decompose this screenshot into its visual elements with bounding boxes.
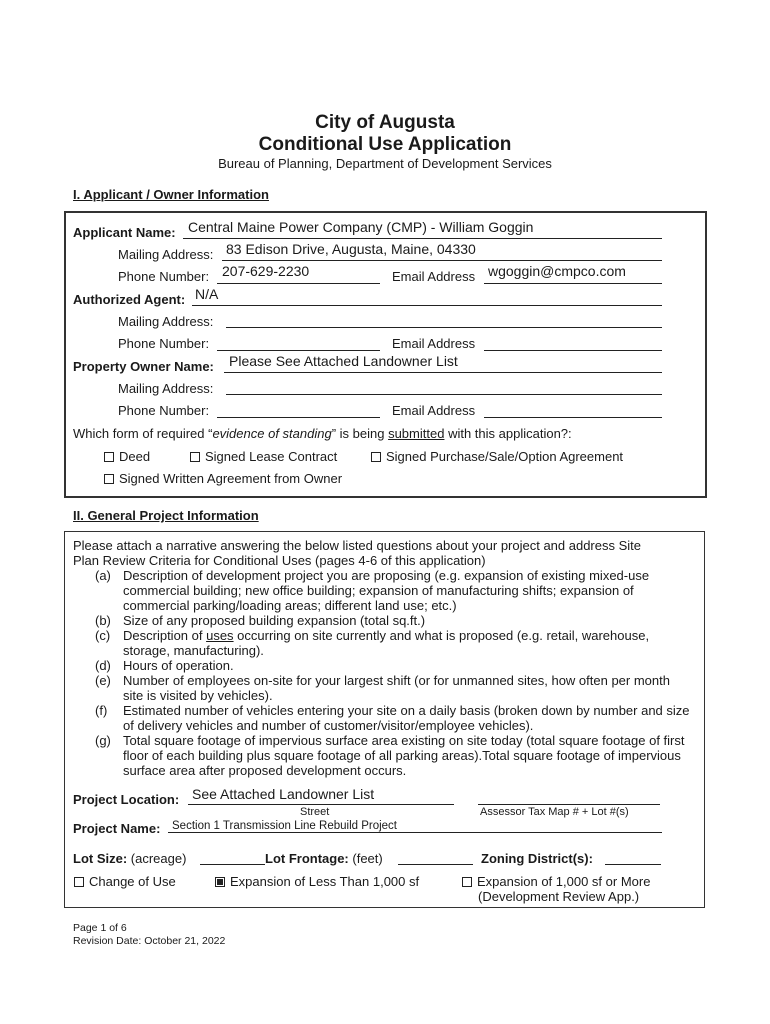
applicant-phone-line <box>217 283 380 284</box>
option-expansion-less[interactable]: Expansion of Less Than 1,000 sf <box>215 874 419 889</box>
lot-size-field[interactable] <box>200 864 265 865</box>
list-item-g: (g) Total square footage of impervious surface area existing on site today (total square footage of first floor of each building plus square footage of all parking areas).Total square footage of impervious surface area after proposed development occurs. <box>95 733 685 778</box>
list-item-a: (a) Description of development project you are proposing (e.g. expansion of existing mixed-use commercial building; new office building; expansion of manufacturing shifts; expansion of commercial parking/loading areas; different land use; etc.) <box>95 568 650 613</box>
owner-phone-field[interactable] <box>217 417 380 418</box>
deed-checkbox[interactable] <box>104 452 114 462</box>
applicant-mailing-line <box>222 260 662 261</box>
agent-phone-label: Phone Number: <box>118 336 210 351</box>
lot-size-label: Lot Size: (acreage) <box>73 851 187 866</box>
expansion-more-checkbox[interactable] <box>462 877 472 887</box>
project-name-line <box>168 832 662 833</box>
applicant-email-label: Email Address <box>392 269 476 284</box>
agent-email-field[interactable] <box>484 350 662 351</box>
lot-frontage-field[interactable] <box>398 864 473 865</box>
option-change-of-use[interactable]: Change of Use <box>74 874 176 889</box>
lease-checkbox[interactable] <box>190 452 200 462</box>
project-location-field[interactable]: See Attached Landowner List <box>192 786 375 802</box>
applicant-name-field[interactable]: Central Maine Power Company (CMP) - William Goggin <box>188 219 534 235</box>
option-expansion-more[interactable]: Expansion of 1,000 sf or More <box>462 874 650 889</box>
list-item-c: (c) Description of uses occurring on site currently and what is proposed (e.g. retail, warehouse, storage, manufacturing). <box>95 628 650 658</box>
zoning-district-label: Zoning District(s): <box>481 851 593 866</box>
owner-phone-label: Phone Number: <box>118 403 210 418</box>
intro-line-2: Plan Review Criteria for Conditional Uses (pages 4-6 of this application) <box>73 553 486 568</box>
agent-email-label: Email Address <box>392 336 476 351</box>
section1-heading: I. Applicant / Owner Information <box>73 187 269 202</box>
written-agreement-checkbox[interactable] <box>104 474 114 484</box>
project-location-line <box>188 804 454 805</box>
agent-field[interactable]: N/A <box>195 286 219 302</box>
page-subtitle-title: Conditional Use Application <box>258 134 512 155</box>
agent-mailing-label: Mailing Address: <box>118 314 214 329</box>
agent-mailing-field[interactable] <box>226 327 662 328</box>
owner-line <box>224 372 662 373</box>
owner-email-label: Email Address <box>392 403 476 418</box>
project-name-field[interactable]: Section 1 Transmission Line Rebuild Project <box>172 820 398 832</box>
project-location-label: Project Location: <box>73 792 180 807</box>
applicant-email-field[interactable]: wgoggin@cmpco.com <box>488 263 626 279</box>
owner-field[interactable]: Please See Attached Landowner List <box>229 353 458 369</box>
applicant-mailing-label: Mailing Address: <box>118 247 214 262</box>
applicant-name-line <box>183 238 662 239</box>
purchase-checkbox[interactable] <box>371 452 381 462</box>
owner-mailing-field[interactable] <box>226 394 662 395</box>
list-item-f: (f) Estimated number of vehicles entering your site on a daily basis (broken down by number and size of delivery vehicles and number of customer/visitor/employee vehicles). <box>95 703 690 733</box>
page-number: Page 1 of 6 <box>73 922 127 934</box>
assessor-caption: Assessor Tax Map # + Lot #(s) <box>480 806 629 818</box>
intro-line-1: Please attach a narrative answering the below listed questions about your project and address Site <box>73 538 642 553</box>
agent-label: Authorized Agent: <box>73 292 186 307</box>
revision-date: Revision Date: October 21, 2022 <box>73 935 226 947</box>
department-subtitle: Bureau of Planning, Department of Development Services <box>218 156 552 171</box>
section2-heading: II. General Project Information <box>73 508 259 523</box>
applicant-mailing-field[interactable]: 83 Edison Drive, Augusta, Maine, 04330 <box>226 241 476 257</box>
project-name-label: Project Name: <box>73 821 161 836</box>
agent-line <box>192 305 662 306</box>
expansion-less-checkbox[interactable] <box>215 877 225 887</box>
applicant-phone-field[interactable]: 207-629-2230 <box>222 263 310 279</box>
list-item-b: (b) Size of any proposed building expansion (total sq.ft.) <box>95 613 426 628</box>
applicant-email-line <box>484 283 662 284</box>
option-written-agreement[interactable]: Signed Written Agreement from Owner <box>104 471 342 486</box>
option-lease[interactable]: Signed Lease Contract <box>190 449 337 464</box>
list-item-e: (e) Number of employees on-site for your largest shift (or for unmanned sites, how often per month site is visited by vehicles). <box>95 673 670 703</box>
option-deed[interactable]: Deed <box>104 449 150 464</box>
change-of-use-checkbox[interactable] <box>74 877 84 887</box>
owner-label: Property Owner Name: <box>73 359 214 374</box>
expansion-more-note: (Development Review App.) <box>478 889 640 904</box>
owner-mailing-label: Mailing Address: <box>118 381 214 396</box>
street-caption: Street <box>300 806 330 818</box>
option-purchase[interactable]: Signed Purchase/Sale/Option Agreement <box>371 449 623 464</box>
agent-phone-field[interactable] <box>217 350 380 351</box>
applicant-phone-label: Phone Number: <box>118 269 210 284</box>
lot-frontage-label: Lot Frontage: (feet) <box>265 851 383 866</box>
zoning-district-field[interactable] <box>605 864 661 865</box>
list-item-d: (d) Hours of operation. <box>95 658 234 673</box>
evidence-of-standing-question: Which form of required “evidence of standing” is being submitted with this application?: <box>73 426 572 441</box>
owner-email-field[interactable] <box>484 417 662 418</box>
page-title: City of Augusta <box>315 112 455 133</box>
assessor-field[interactable] <box>478 804 660 805</box>
applicant-name-label: Applicant Name: <box>73 225 176 240</box>
